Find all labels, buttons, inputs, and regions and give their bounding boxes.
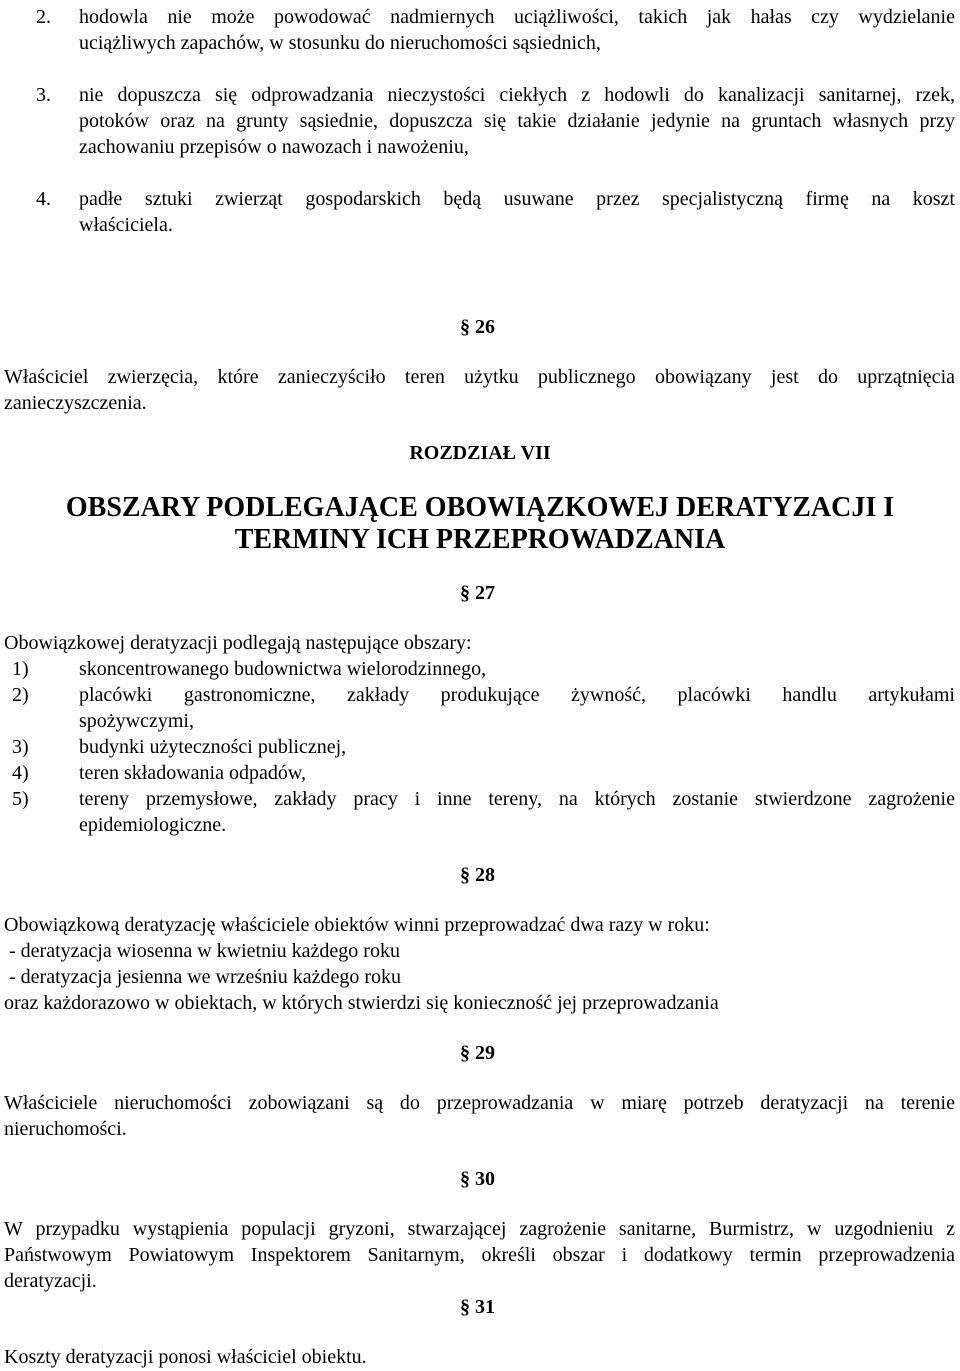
text-line: - deratyzacja wiosenna w kwietniu każdego roku — [4, 940, 400, 962]
text-line: Właściciele nieruchomości zobowiązani są do przeprowadzania w miarę potrzeb deratyzacji na terenie — [4, 1092, 955, 1114]
section-mark: § 31 — [460, 1296, 495, 1318]
text-line: Właściciel zwierzęcia, które zanieczyściło teren użytku publicznego obowiązany jest do uprzątnięcia — [4, 366, 955, 388]
section-mark: § 29 — [460, 1042, 495, 1064]
text-line: padłe sztuki zwierząt gospodarskich będą usuwane przez specjalistyczną firmę na koszt — [79, 188, 955, 210]
text-line: W przypadku wystąpienia populacji gryzoni, stwarzającej zagrożenie sanitarne, Burmistrz, w uzgodnieniu z — [4, 1218, 955, 1240]
list-number: 1) — [12, 658, 29, 680]
text-line: deratyzacji. — [4, 1270, 97, 1292]
text-line: zanieczyszczenia. — [4, 392, 147, 414]
list-number: 2) — [12, 684, 29, 706]
text-line: Koszty deratyzacji ponosi właściciel obiektu. — [4, 1346, 367, 1368]
list-number: 3) — [12, 736, 29, 758]
chapter-title: TERMINY ICH PRZEPROWADZANIA — [234, 524, 726, 555]
text-line: epidemiologiczne. — [79, 814, 227, 836]
list-number: 3. — [36, 84, 51, 106]
text-line: nie dopuszcza się odprowadzania nieczystości ciekłych z hodowli do kanalizacji sanitarnej, rzek, — [79, 84, 955, 106]
text-line: uciążliwych zapachów, w stosunku do nieruchomości sąsiednich, — [79, 32, 601, 54]
chapter-title: OBSZARY PODLEGAJĄCE OBOWIĄZKOWEJ DERATYZACJI I — [65, 492, 895, 523]
section-mark: § 26 — [460, 316, 495, 338]
text-line: - deratyzacja jesienna we wrześniu każdego roku — [4, 966, 402, 988]
text-line: oraz każdorazowo w obiektach, w których stwierdzi się konieczność jej przeprowadzania — [4, 992, 719, 1014]
text-line: tereny przemysłowe, zakłady pracy i inne tereny, na których zostanie stwierdzone zagrożenie — [79, 788, 955, 810]
list-number: 4) — [12, 762, 29, 784]
section-mark: § 27 — [460, 582, 495, 604]
list-number: 4. — [36, 188, 51, 210]
text-line: potoków oraz na grunty sąsiednie, dopuszcza się takie działanie jedynie na gruntach własnych przy — [79, 110, 955, 132]
text-line: nieruchomości. — [4, 1118, 127, 1140]
section-mark: § 28 — [460, 864, 495, 886]
text-line: Obowiązkową deratyzację właściciele obiektów winni przeprowadzać dwa razy w roku: — [4, 914, 710, 936]
text-line: placówki gastronomiczne, zakłady produkujące żywność, placówki handlu artykułami — [79, 684, 955, 706]
text-line: budynki użyteczności publicznej, — [79, 736, 347, 758]
section-mark: § 30 — [460, 1168, 495, 1190]
list-number: 2. — [36, 6, 51, 28]
text-line: teren składowania odpadów, — [79, 762, 306, 784]
text-line: właściciela. — [79, 214, 173, 236]
text-line: hodowla nie może powodować nadmiernych uciążliwości, takich jak hałas czy wydzielanie — [79, 6, 955, 28]
text-line: Obowiązkowej deratyzacji podlegają następujące obszary: — [4, 632, 472, 654]
text-line: Państwowym Powiatowym Inspektorem Sanitarnym, określi obszar i dodatkowy termin przeprowadzenia — [4, 1244, 955, 1266]
text-line: spożywczymi, — [79, 710, 194, 732]
list-number: 5) — [12, 788, 29, 810]
chapter-label: ROZDZIAŁ VII — [409, 442, 551, 464]
text-line: skoncentrowanego budownictwa wielorodzinnego, — [79, 658, 487, 680]
text-line: zachowaniu przepisów o nawozach i nawożeniu, — [79, 136, 469, 158]
